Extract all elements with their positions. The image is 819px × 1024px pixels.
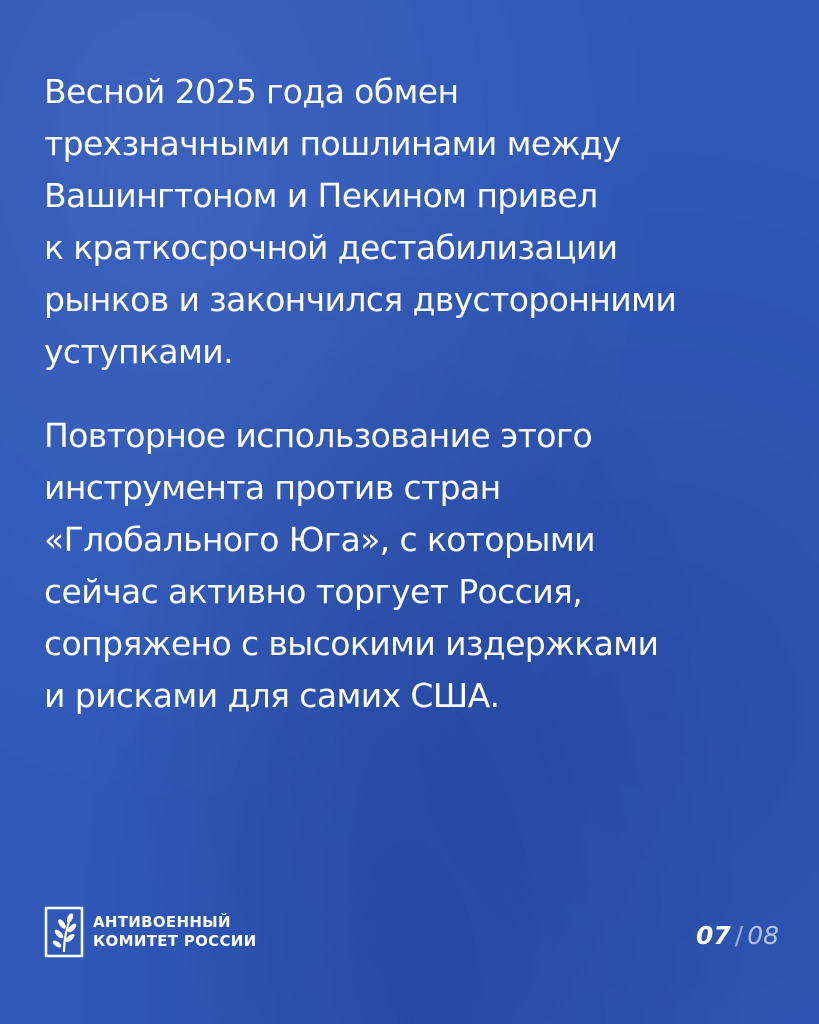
page-indicator (696, 920, 779, 952)
wheat-ear-icon (44, 906, 84, 958)
brand-logo (44, 906, 257, 958)
main-content (44, 66, 784, 722)
paragraph-1: Весной 2025 года обмен трехзначными пошлинами между Вашингтоном и Пекином привел к краткосрочной дестабилизации рынков и закончился двусторонними уступками. (44, 72, 677, 371)
page-separator: / (734, 921, 744, 950)
logo-text (93, 913, 257, 951)
logo-line-1: АНТИВОЕННЫЙ (93, 913, 231, 931)
paragraph-2: Повторное использование этого инструмента против стран «Глобального Юга», с которыми сейчас активно торгует Россия, сопряжено с высокими издержками и рисками для самих США. (44, 416, 659, 715)
logo-line-2: КОМИТЕТ РОССИИ (93, 932, 257, 950)
page-total: 08 (747, 921, 779, 950)
page-current: 07 (695, 921, 731, 950)
